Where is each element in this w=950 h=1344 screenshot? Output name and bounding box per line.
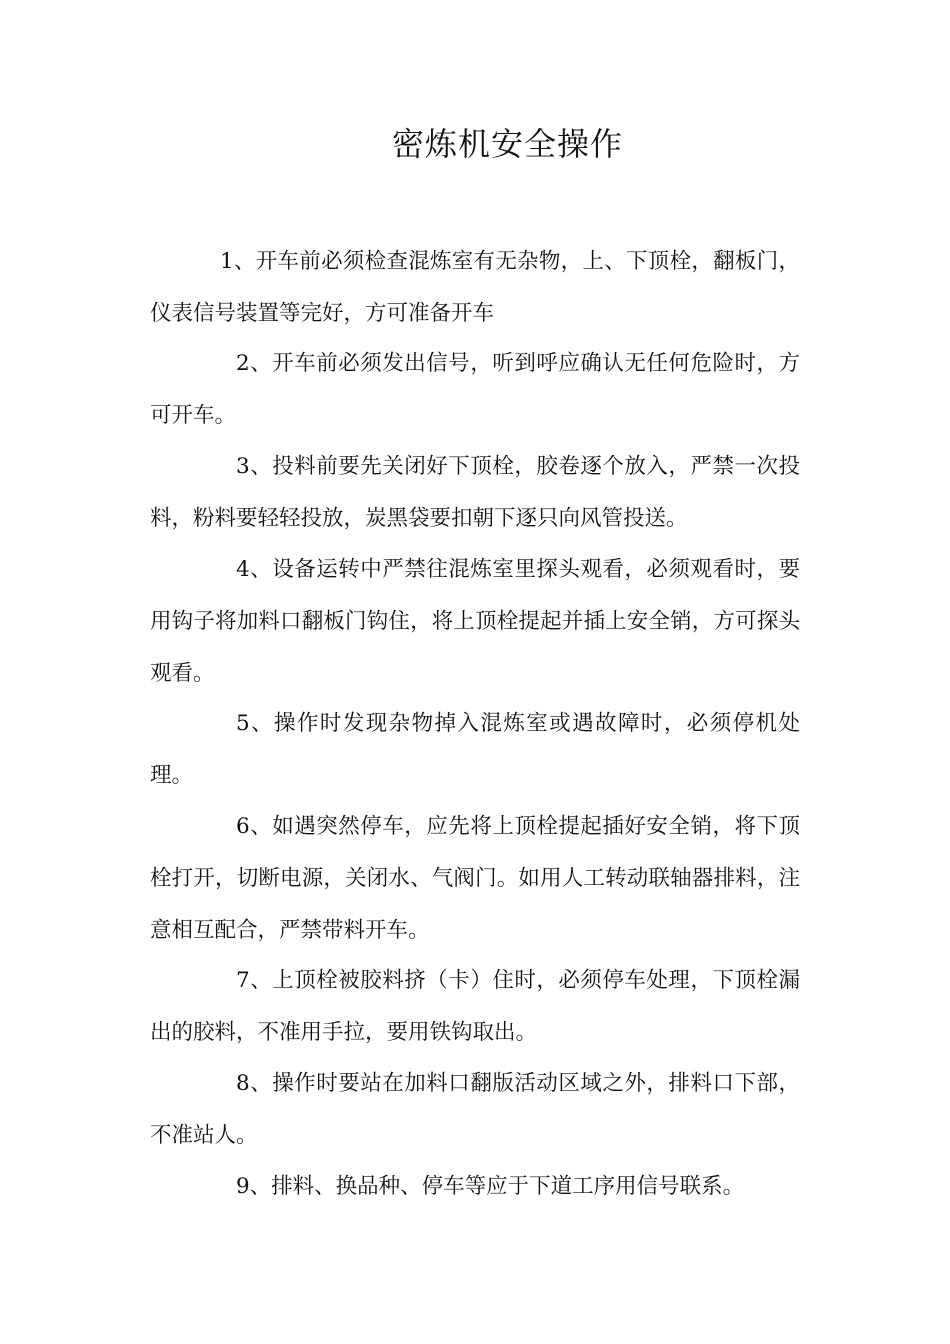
paragraph-9: 9、排料、换品种、停车等应于下道工序用信号联系。: [236, 1174, 745, 1199]
paragraph-4: 4、设备运转中严禁往混炼室里探头观看，必须观看时，要用钩子将加料口翻板门钩住，将上顶栓提起并插上安全销，方可探头观看。: [150, 557, 800, 686]
paragraph-7: 7、上顶栓被胶料挤（卡）住时，必须停车处理，下顶栓漏出的胶料，不准用手拉，要用铁钩取出。: [150, 968, 800, 1045]
paragraph-2: 2、开车前必须发出信号，听到呼应确认无任何危险时，方可开车。: [150, 351, 800, 428]
paragraph-3: 3、投料前要先关闭好下顶栓，胶卷逐个放入，严禁一次投料，粉料要轻轻投放，炭黑袋要扣朝下逐只向风管投送。: [150, 454, 800, 531]
paragraph-1: 1、开车前必须检查混炼室有无杂物，上、下顶栓，翻板门，仪表信号装置等完好，方可准备开车: [150, 249, 800, 326]
paragraph-6: 6、如遇突然停车，应先将上顶栓提起插好安全销，将下顶栓打开，切断电源，关闭水、气阀门。如用人工转动联轴器排料，注意相互配合，严禁带料开车。: [150, 814, 800, 943]
paragraph-8: 8、操作时要站在加料口翻版活动区域之外，排料口下部，不准站人。: [150, 1071, 800, 1148]
document-title: 密炼机安全操作: [391, 125, 623, 163]
paragraph-5: 5、操作时发现杂物掉入混炼室或遇故障时，必须停机处理。: [150, 711, 800, 788]
